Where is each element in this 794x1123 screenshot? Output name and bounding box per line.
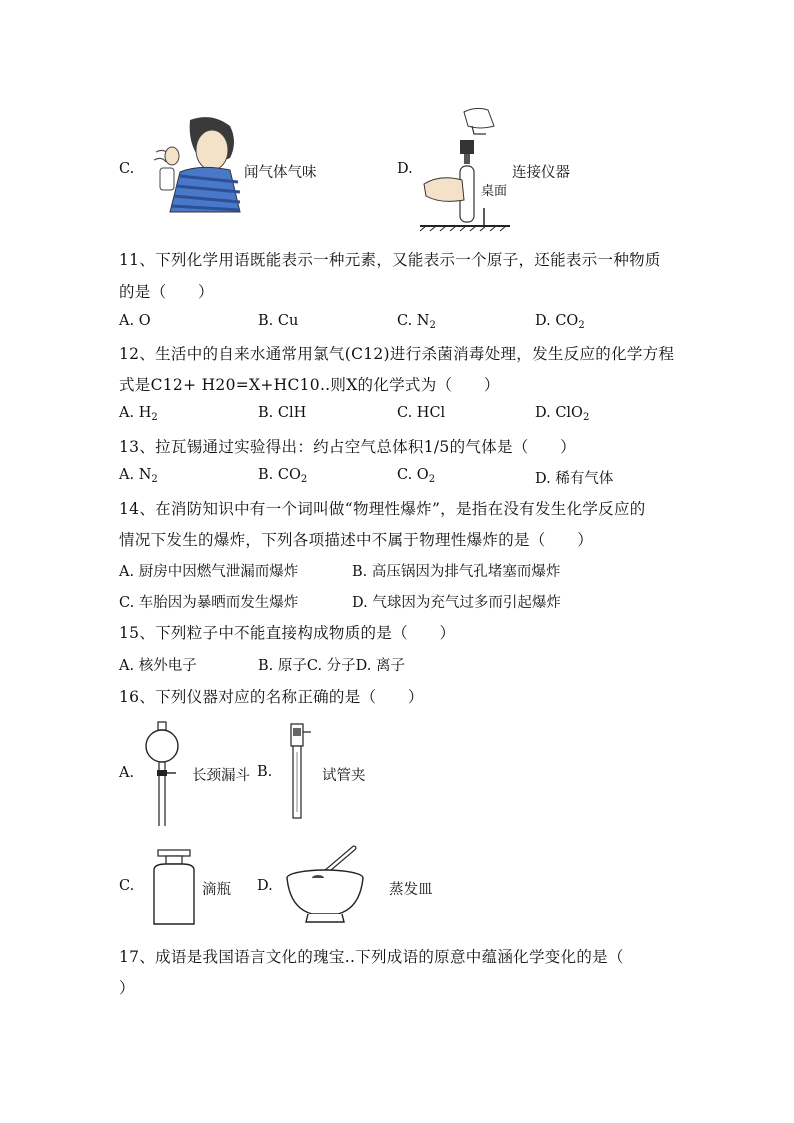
q16-option-d-text: 蒸发皿	[389, 882, 433, 898]
q13-option-d: D. 稀有气体	[535, 471, 614, 487]
q16-option-a-label: A.	[119, 765, 135, 781]
mortar-and-pestle-icon	[286, 846, 364, 926]
q12-option-c: C. HCl	[397, 405, 446, 421]
q12-option-b: B. ClH	[258, 405, 307, 421]
option-d-label: D.	[397, 161, 413, 177]
question-11-line-1: 11、下列化学用语既能表示一种元素，又能表示一个原子，还能表示一种物质	[119, 251, 661, 269]
option-c-label: C.	[119, 161, 135, 177]
question-11-line-2: 的是（ ）	[119, 283, 214, 301]
question-16-line-1: 16、下列仪器对应的名称正确的是（ ）	[119, 688, 424, 706]
q14-option-d: D. 气球因为充气过多而引起爆炸	[352, 595, 561, 611]
q16-option-a-text: 长颈漏斗	[192, 768, 250, 784]
q13-option-b: B. $CO_2$	[258, 467, 308, 485]
q12-option-d: D. ClO$_2$	[535, 405, 590, 423]
q14-option-c: C. 车胎因为暴晒而发生爆炸	[119, 595, 299, 611]
desk-label: 桌面	[481, 184, 508, 199]
option-c-text: 闻气体气味	[244, 165, 317, 181]
test-tube-holder-icon	[283, 722, 313, 820]
q16-option-d-label: D.	[257, 878, 273, 894]
separatory-funnel-icon	[144, 722, 188, 828]
q11-option-d: D. $CO_2$	[535, 313, 585, 331]
question-17-line-1: 17、成语是我国语言文化的瑰宝..下列成语的原意中蕴涵化学变化的是（	[119, 948, 624, 966]
question-12-line-1: 12、生活中的自来水通常用氯气(C12)进行杀菌消毒处理，发生反应的化学方程	[119, 345, 675, 363]
q14-option-b: B. 高压锅因为排气孔堵塞而爆炸	[352, 564, 561, 580]
q16-option-c-label: C.	[119, 878, 135, 894]
connecting-apparatus-figure	[420, 104, 510, 230]
q14-option-a: A. 厨房中因燃气泄漏而爆炸	[119, 564, 299, 580]
q11-option-b: B. Cu	[258, 313, 299, 329]
q16-option-b-label: B.	[257, 764, 273, 780]
question-13-line-1: 13、拉瓦锡通过实验得出：约占空气总体积1/5的气体是（ ）	[119, 438, 576, 456]
question-15-line-1: 15、下列粒子中不能直接构成物质的是（ ）	[119, 624, 456, 642]
question-17-line-2: ）	[119, 979, 135, 997]
q16-option-b-text: 试管夹	[322, 768, 366, 784]
q15-option-bcd: B. 原子C. 分子D. 离子	[258, 658, 405, 674]
q11-option-a: A. O	[119, 313, 151, 329]
q16-option-c-text: 滴瓶	[202, 882, 231, 898]
reagent-bottle-icon	[152, 850, 196, 926]
q11-option-c: C. $N_2$	[397, 313, 436, 331]
q13-option-c: C. $O_2$	[397, 467, 436, 485]
option-d-text: 连接仪器	[512, 165, 570, 181]
q12-option-a: A. $H_2$	[119, 405, 158, 423]
question-14-line-2: 情况下发生的爆炸，下列各项描述中不属于物理性爆炸的是（ ）	[119, 531, 594, 549]
q15-option-a: A. 核外电子	[119, 658, 197, 674]
question-14-line-1: 14、在消防知识中有一个词叫做“物理性爆炸”，是指在没有发生化学反应的	[119, 500, 646, 518]
q13-option-a: A. $N_2$	[119, 467, 158, 485]
smelling-gas-figure	[150, 112, 242, 214]
question-12-line-2: 式是C12+ H20=X+HC10..则X的化学式为（ ）	[119, 376, 500, 394]
